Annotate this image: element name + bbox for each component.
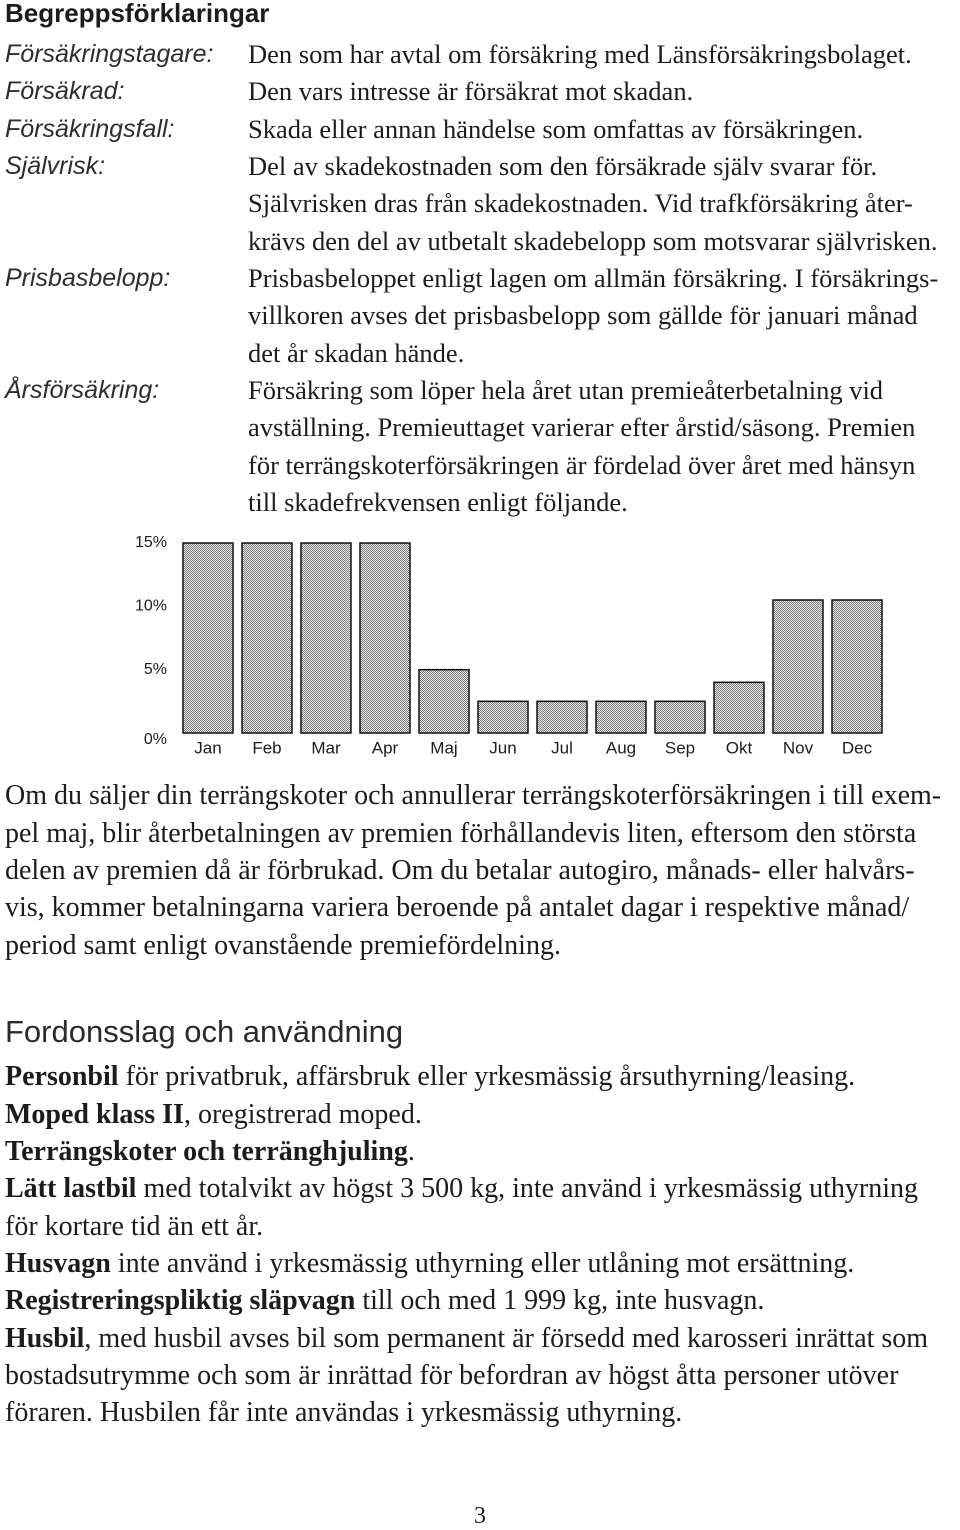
definitions-list (0, 36, 960, 521)
x-tick-label: Jan (194, 738, 222, 758)
x-tick-label: Jul (551, 738, 573, 758)
y-tick-label: 0% (143, 731, 167, 749)
x-tick-label: Okt (725, 738, 753, 758)
vehicle-type-line (5, 1133, 955, 1170)
bar-maj (419, 670, 469, 733)
definition-item (0, 73, 960, 110)
vehicle-type-line (5, 1058, 955, 1095)
bar-dec (832, 600, 882, 733)
vehicle-type-description: . (407, 1135, 415, 1167)
bar-apr (360, 543, 410, 733)
vehicle-type-name: Terrängskoter och terränghjuling (5, 1135, 408, 1167)
definition-line: Del av skadekostnaden som den försäkrade själv svarar för. (248, 150, 878, 181)
vehicle-type-line (5, 1170, 955, 1207)
vehicle-type-line: föraren. Husbilen får inte användas i yrkesmässig uthyrning. (5, 1397, 683, 1429)
definition-text (248, 36, 960, 73)
y-tick-label: 10% (134, 597, 167, 615)
definition-text (248, 148, 960, 260)
definition-line: det år skadan hände. (248, 337, 465, 368)
paragraph-line: delen av premien då är förbrukad. Om du betalar autogiro, månads- eller halvårs- (5, 854, 915, 886)
x-tick-label: Dec (841, 738, 873, 758)
x-tick-label: Nov (782, 738, 814, 758)
vehicle-type-item (5, 1245, 955, 1282)
bar-aug (596, 701, 646, 733)
vehicle-type-name: Moped klass II (5, 1098, 184, 1130)
y-tick-label: 5% (143, 660, 167, 678)
vehicle-type-line: för kortare tid än ett år. (5, 1210, 264, 1242)
definition-text (248, 260, 960, 372)
vehicle-type-name: Personbil (5, 1061, 119, 1093)
x-tick-label: Mar (311, 738, 341, 758)
bar-jun (478, 701, 528, 733)
vehicle-type-description: inte använd i yrkesmässig uthyrning eller utlåning mot ersättning. (110, 1247, 855, 1279)
definition-term: Årsförsäkring: (5, 375, 160, 404)
x-tick-label: Apr (371, 738, 399, 758)
definition-term: Försäkringstagare: (5, 40, 214, 68)
page-number: 3 (474, 1503, 486, 1529)
definition-item (0, 372, 960, 521)
vehicle-type-item (5, 1058, 955, 1095)
definition-line: Den vars intresse är försäkrat mot skadan. (248, 76, 694, 107)
definition-item (0, 111, 960, 148)
vehicle-type-description: för privatbruk, affärsbruk eller yrkesmässig årsuthyrning/leasing. (118, 1061, 856, 1093)
x-tick-label: Maj (430, 738, 458, 758)
vehicle-type-description: till och med 1 999 kg, inte husvagn. (355, 1285, 765, 1317)
definition-line: villkoren avses det prisbasbelopp som gällde för januari månad (248, 300, 918, 331)
vehicle-type-item (5, 1282, 955, 1319)
vehicle-type-item (5, 1133, 955, 1170)
definition-line: Prisbasbeloppet enligt lagen om allmän försäkring. I försäkrings- (248, 262, 939, 293)
definition-item (0, 148, 960, 260)
paragraph-line: period samt enligt ovanstående premiefördelning. (5, 929, 561, 961)
definition-line: Skada eller annan händelse som omfattas av försäkringen. (248, 113, 864, 144)
definition-term: Försäkrad: (5, 77, 125, 106)
vehicle-type-name: Husvagn (5, 1247, 111, 1279)
vehicle-type-line (5, 1320, 955, 1357)
bar-nov (773, 600, 823, 733)
definition-text (248, 372, 960, 521)
vehicle-type-description: , oregistrerad moped. (183, 1098, 422, 1130)
definition-line: Självrisken dras från skadekostnaden. Vid trafkförsäkring åter- (248, 188, 913, 219)
definition-item (0, 36, 960, 73)
vehicle-type-description: med totalvikt av högst 3 500 kg, inte använd i yrkesmässig uthyrning (136, 1173, 919, 1205)
bar-okt (714, 682, 764, 733)
x-tick-label: Aug (605, 738, 637, 758)
definition-text (248, 73, 960, 110)
vehicle-type-name: Lätt lastbil (5, 1173, 137, 1205)
bar-sep (655, 701, 705, 733)
vehicle-type-list (5, 1058, 955, 1431)
definition-term: Självrisk: (5, 151, 106, 180)
definition-term: Försäkringsfall: (5, 114, 175, 143)
vehicle-type-name: Husbil (5, 1322, 85, 1354)
definition-line: avställning. Premieuttaget varierar efter årstid/säsong. Premien (248, 412, 916, 443)
section-heading: Fordonsslag och användning (5, 1014, 404, 1049)
paragraph-line: vis, kommer betalningarna variera beroende på antalet dagar i respektive månad/ (5, 892, 910, 924)
vehicle-type-item (5, 1320, 955, 1432)
bar-feb (242, 543, 292, 733)
premium-paragraph (5, 777, 955, 964)
vehicle-type-line: bostadsutrymme och som är inrättad för befordran av högst åtta personer utöver (5, 1359, 899, 1391)
premium-distribution-chart (0, 520, 960, 770)
x-tick-label: Jun (489, 738, 517, 758)
definition-item (0, 260, 960, 372)
definition-line: krävs den del av utbetalt skadebelopp som motsvarar självrisken. (248, 225, 938, 256)
vehicle-type-line (5, 1282, 955, 1319)
vehicle-type-name: Registreringspliktig släpvagn (5, 1285, 356, 1317)
definition-line: Den som har avtal om försäkring med Länsförsäkringsbolaget. (248, 39, 912, 69)
definition-line: för terrängskoterförsäkringen är fördelad över året med hänsyn (248, 449, 916, 480)
vehicle-type-item (5, 1096, 955, 1133)
definition-text (248, 111, 960, 148)
definition-term: Prisbasbelopp: (5, 263, 171, 292)
x-tick-label: Feb (252, 738, 282, 758)
page-title: Begreppsförklaringar (5, 0, 270, 28)
x-tick-label: Sep (664, 738, 696, 758)
vehicle-type-line (5, 1096, 955, 1133)
bar-jan (183, 543, 233, 733)
vehicle-type-item (5, 1170, 955, 1245)
bar-jul (537, 701, 587, 733)
vehicle-type-description: , med husbil avses bil som permanent är försedd med karosseri inrättat som (84, 1322, 929, 1354)
definition-line: till skadefrekvensen enligt följande. (248, 486, 628, 517)
vehicle-type-line (5, 1245, 955, 1282)
paragraph-line: Om du säljer din terrängskoter och annullerar terrängskoterförsäkringen i till exem- (5, 780, 942, 812)
y-tick-label: 15% (134, 534, 167, 552)
paragraph-line: pel maj, blir återbetalningen av premien förhållandevis liten, eftersom den största (5, 817, 917, 849)
bar-mar (301, 543, 351, 733)
definition-line: Försäkring som löper hela året utan premieåterbetalning vid (248, 374, 884, 405)
